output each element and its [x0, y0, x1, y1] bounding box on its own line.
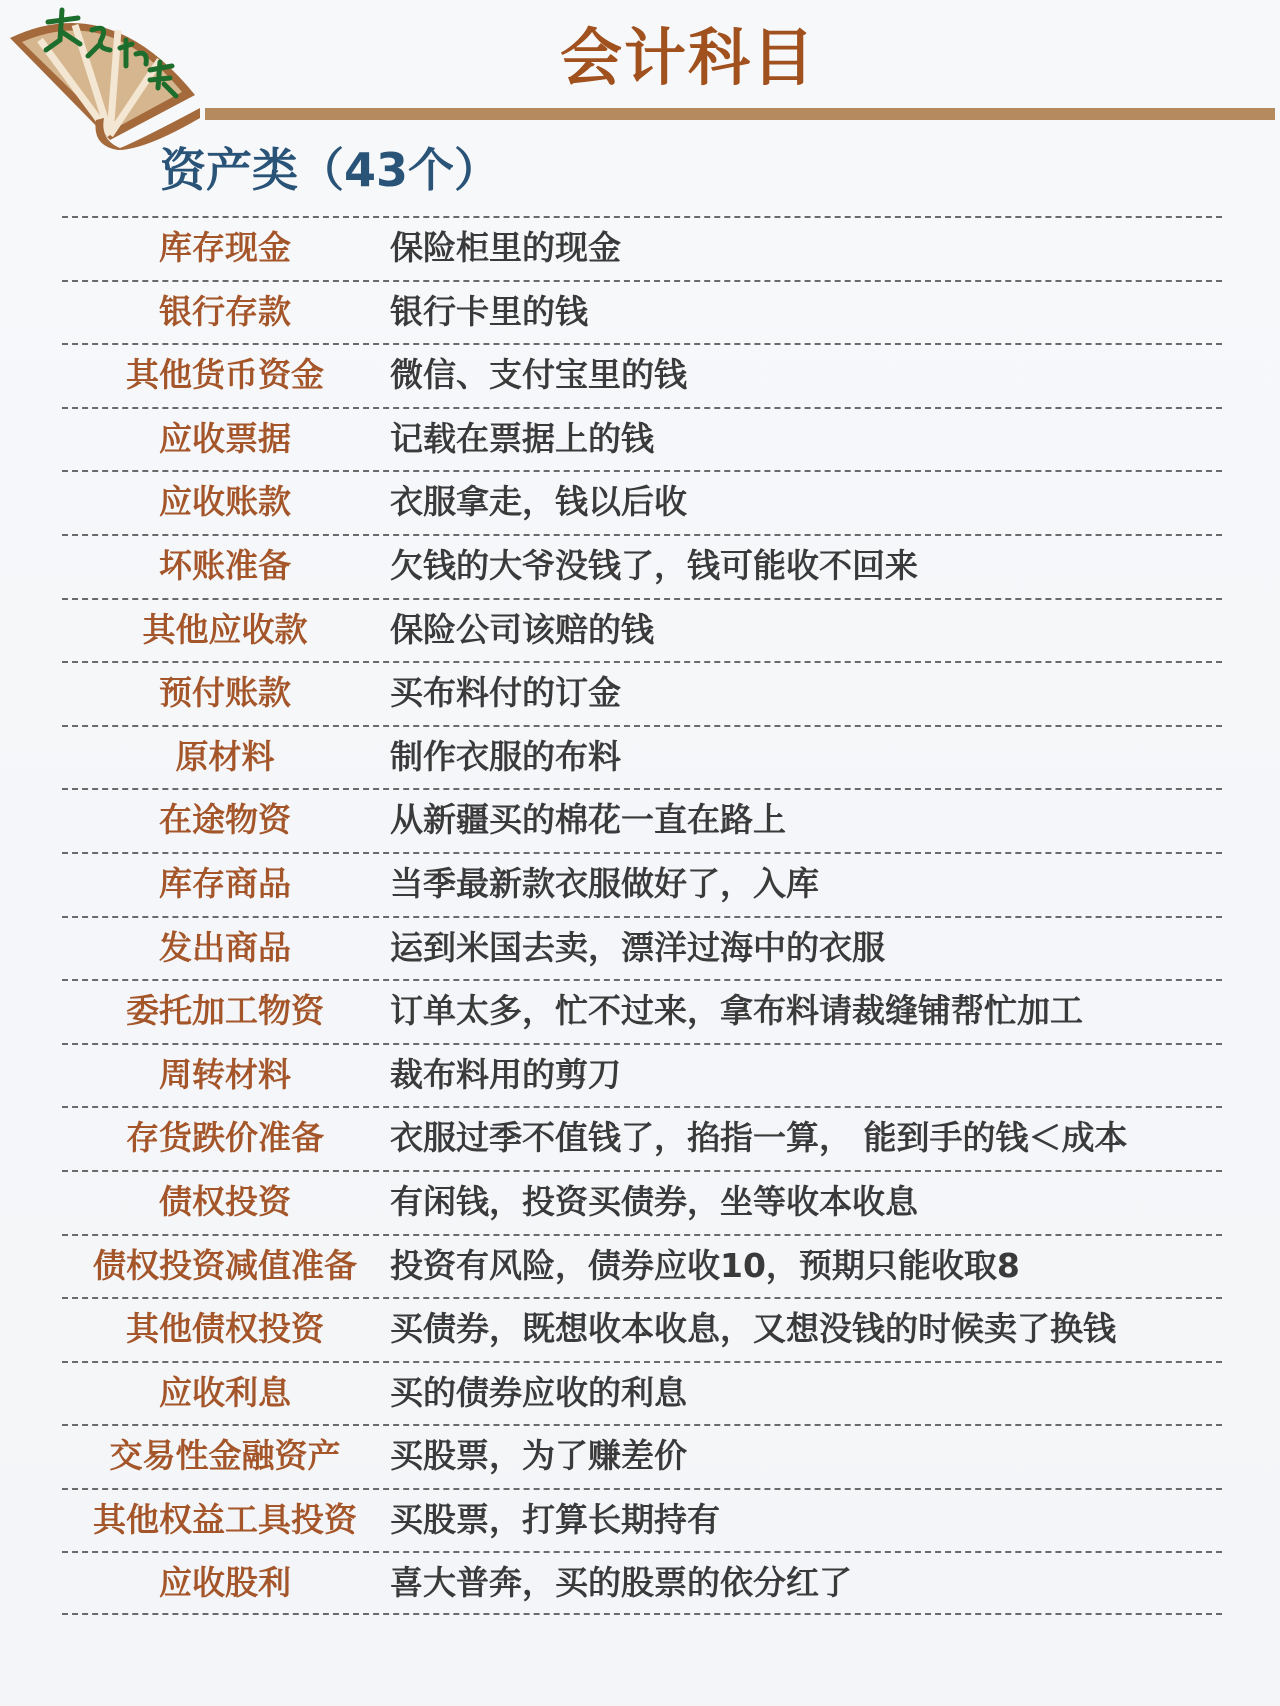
account-term: 库存商品 [159, 863, 291, 903]
account-description: 微信、支付宝里的钱 [390, 355, 687, 395]
account-term: 原材料 [175, 736, 275, 776]
table-row [62, 661, 1222, 725]
table-row [62, 1424, 1222, 1488]
table-row [62, 1234, 1222, 1298]
account-description: 有闲钱，投资买债券，坐等收本收息 [390, 1181, 918, 1221]
table-row [62, 1551, 1222, 1615]
account-description: 欠钱的大爷没钱了，钱可能收不回来 [390, 545, 918, 585]
table-row [62, 343, 1222, 407]
term-table [62, 216, 1222, 1615]
account-term: 周转材料 [159, 1054, 291, 1094]
table-row [62, 1297, 1222, 1361]
table-row [62, 1106, 1222, 1170]
account-term: 库存现金 [159, 228, 291, 267]
account-description: 衣服拿走，钱以后收 [390, 482, 687, 522]
account-term: 坏账准备 [159, 545, 291, 585]
table-row [62, 1361, 1222, 1425]
table-row [62, 216, 1222, 280]
table-row [62, 725, 1222, 789]
account-term: 债权投资减值准备 [93, 1245, 357, 1285]
account-term: 应收账款 [159, 482, 291, 522]
account-term: 交易性金融资产 [109, 1436, 341, 1476]
table-row [62, 1043, 1222, 1107]
account-description: 裁布料用的剪刀 [390, 1054, 621, 1094]
account-description: 订单太多，忙不过来，拿布料请裁缝铺帮忙加工 [390, 991, 1083, 1031]
account-term: 应收票据 [159, 418, 291, 458]
table-row [62, 979, 1222, 1043]
table-row [62, 598, 1222, 662]
account-term: 预付账款 [159, 673, 291, 713]
account-term: 其他债权投资 [126, 1309, 324, 1349]
account-description: 投资有风险，债券应收10，预期只能收取8 [390, 1245, 1020, 1285]
account-term: 其他货币资金 [126, 355, 324, 395]
account-term: 存货跌价准备 [126, 1118, 324, 1158]
account-description: 当季最新款衣服做好了，入库 [390, 863, 819, 903]
account-term: 委托加工物资 [126, 991, 324, 1031]
account-description: 制作衣服的布料 [390, 736, 621, 776]
account-description: 从新疆买的棉花一直在路上 [390, 800, 786, 840]
page-title: 会计科目 [560, 21, 817, 94]
section-title: 资产类（43个） [160, 143, 501, 197]
account-description: 买布料付的订金 [390, 673, 621, 713]
table-row [62, 852, 1222, 916]
account-description: 喜大普奔，买的股票的依分红了 [390, 1563, 852, 1603]
table-row [62, 788, 1222, 852]
account-description: 买债券，既想收本收息，又想没钱的时候卖了换钱 [390, 1309, 1116, 1349]
account-description: 买股票，打算长期持有 [390, 1499, 720, 1539]
account-description: 衣服过季不值钱了，掐指一算， 能到手的钱＜成本 [390, 1118, 1128, 1158]
table-row [62, 407, 1222, 471]
account-term: 其他应收款 [142, 609, 308, 649]
account-description: 银行卡里的钱 [390, 291, 588, 331]
account-term: 债权投资 [159, 1181, 291, 1221]
account-term: 应收利息 [159, 1372, 291, 1412]
table-row [62, 1170, 1222, 1234]
account-term: 其他权益工具投资 [93, 1499, 357, 1539]
table-row [62, 280, 1222, 344]
table-row [62, 916, 1222, 980]
table-row [62, 534, 1222, 598]
account-description: 运到米国去卖，漂洋过海中的衣服 [390, 927, 885, 967]
account-term: 应收股利 [159, 1563, 291, 1603]
table-row [62, 470, 1222, 534]
title-divider [205, 108, 1275, 120]
account-description: 保险公司该赔的钱 [390, 609, 654, 649]
fan-logo-icon [0, 0, 230, 150]
account-description: 记载在票据上的钱 [390, 418, 654, 458]
account-term: 在途物资 [159, 800, 291, 840]
account-term: 银行存款 [159, 291, 291, 331]
account-description: 保险柜里的现金 [390, 228, 621, 267]
account-description: 买股票，为了赚差价 [390, 1436, 687, 1476]
account-term: 发出商品 [159, 927, 291, 967]
table-row [62, 1488, 1222, 1552]
account-description: 买的债券应收的利息 [390, 1372, 687, 1412]
